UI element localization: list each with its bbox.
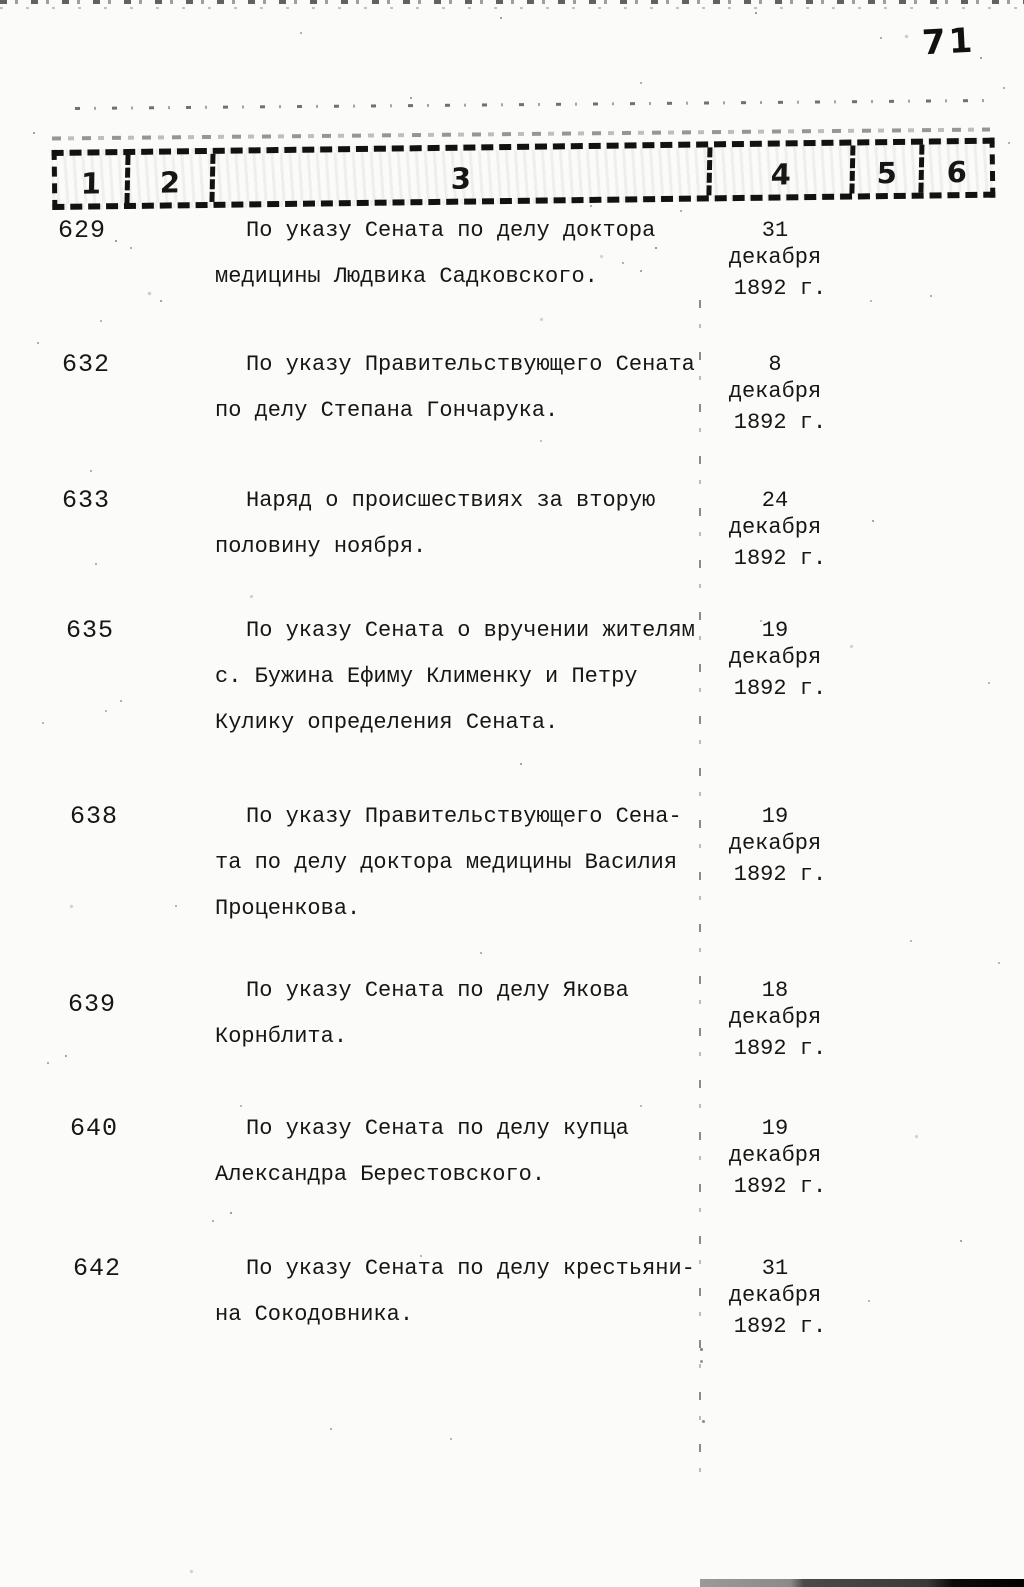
entry-number: 638 [70, 802, 119, 831]
description-line: Корнблита. [215, 1024, 348, 1049]
column-header-3: 3 [214, 147, 712, 202]
description-line: По указу Правительствующего Сената [246, 352, 695, 377]
description-line: Наряд о происшествиях за вторую [246, 488, 656, 513]
table-column-header [52, 138, 996, 210]
date-year: 1892 г. [733, 862, 827, 887]
date-month: декабря [728, 831, 822, 856]
date-day: 31 [761, 1256, 789, 1281]
date-year: 1892 г. [733, 676, 827, 701]
column-header-2: 2 [129, 154, 215, 203]
description-line: по делу Степана Гончарука. [215, 398, 559, 423]
page-number: 71 [920, 20, 977, 64]
entry-date [705, 342, 845, 436]
scan-bottom-edge [700, 1579, 1024, 1587]
column-header-6: 6 [946, 155, 968, 190]
date-month: декабря [728, 245, 822, 270]
description-line: По указу Сената по делу крестьяни- [246, 1256, 695, 1281]
date-day: 19 [761, 618, 789, 643]
entry-date [705, 1106, 845, 1200]
entry-number: 632 [62, 350, 111, 379]
description-line: Кулику определения Сената. [215, 710, 559, 735]
dotted-rule [52, 127, 990, 140]
date-year: 1892 г. [733, 1036, 827, 1061]
entry-number: 633 [62, 486, 111, 515]
column-header-4: 4 [711, 145, 855, 195]
date-year: 1892 г. [733, 1314, 827, 1339]
date-day: 19 [761, 1116, 789, 1141]
entry-description [215, 208, 705, 300]
description-line: По указу Сената по делу купца [246, 1116, 629, 1141]
entry-number: 642 [73, 1254, 122, 1283]
date-year: 1892 г. [733, 276, 827, 301]
description-line: с. Бужина Ефиму Клименку и Петру [215, 664, 638, 689]
date-day: 31 [761, 218, 789, 243]
entry-date [705, 208, 845, 302]
entry-number: 635 [66, 616, 115, 645]
description-line: половину ноября. [215, 534, 427, 559]
entry-description [215, 478, 705, 570]
column-header-1: 1 [56, 155, 130, 204]
entry-number: 640 [70, 1114, 119, 1143]
description-line: на Сокодовника. [215, 1302, 414, 1327]
description-line: По указу Правительствующего Сена- [246, 804, 682, 829]
entry-date [705, 608, 845, 702]
description-line: Проценкова. [215, 896, 361, 921]
date-month: декабря [728, 379, 822, 404]
description-line: По указу Сената о вручении жителям [246, 618, 695, 643]
scan-edge-noise [0, 7, 1024, 9]
scan-speckles [0, 0, 3, 3]
entry-description [215, 968, 705, 1060]
date-day: 19 [761, 804, 789, 829]
date-month: декабря [728, 1283, 822, 1308]
entry-description [215, 342, 705, 434]
date-year: 1892 г. [733, 546, 827, 571]
description-line: По указу Сената по делу доктора [246, 218, 656, 243]
entry-number: 629 [58, 216, 107, 245]
date-month: декабря [728, 515, 822, 540]
entry-date [705, 968, 845, 1062]
entry-description [215, 1106, 705, 1198]
description-line: медицины Людвика Садковского. [215, 264, 598, 289]
date-day: 18 [761, 978, 789, 1003]
description-line: Александра Берестовского. [215, 1162, 546, 1187]
entry-date [705, 478, 845, 572]
date-month: декабря [728, 1143, 822, 1168]
entry-number: 639 [68, 990, 117, 1019]
column-header-5: 5 [854, 145, 924, 194]
dotted-rule [75, 99, 990, 110]
date-year: 1892 г. [733, 410, 827, 435]
entry-description [215, 1246, 705, 1338]
date-year: 1892 г. [733, 1174, 827, 1199]
entry-description [215, 794, 705, 932]
scan-edge-noise [0, 0, 1024, 4]
entry-description [215, 608, 705, 746]
date-day: 24 [761, 488, 789, 513]
date-day: 8 [768, 352, 782, 377]
date-month: декабря [728, 645, 822, 670]
entry-date [705, 794, 845, 888]
description-line: та по делу доктора медицины Василия [215, 850, 678, 875]
entry-date [705, 1246, 845, 1340]
date-month: декабря [728, 1005, 822, 1030]
description-line: По указу Сената по делу Якова [246, 978, 629, 1003]
